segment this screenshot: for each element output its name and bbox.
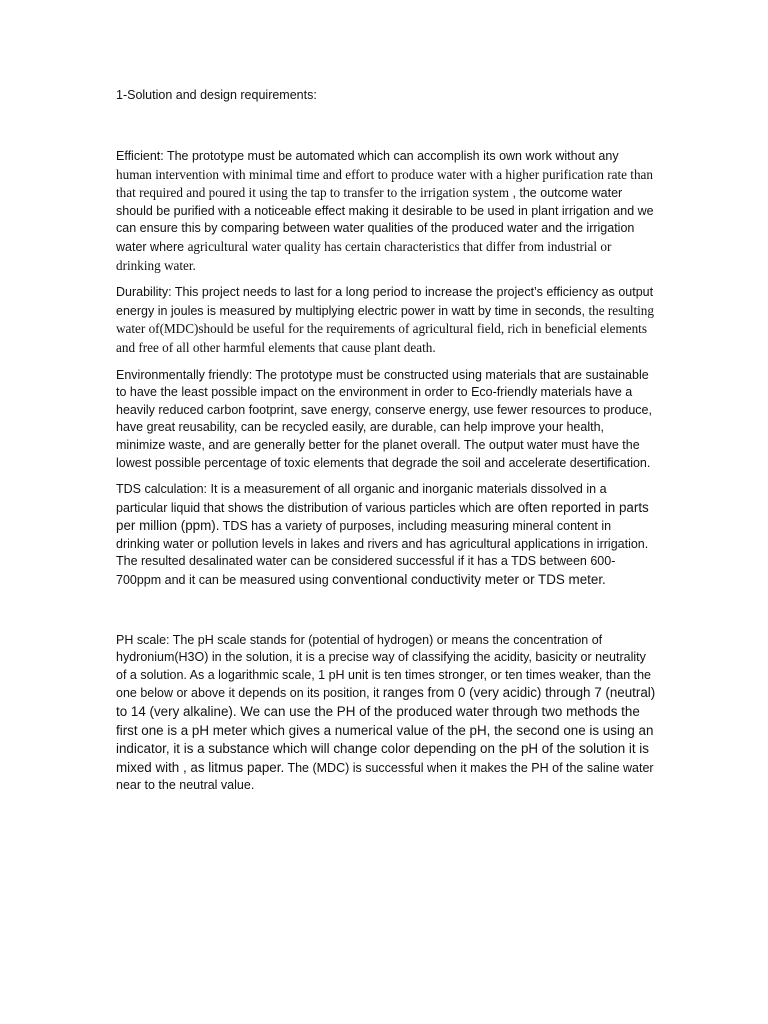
durability-text-1: Durability: This project needs to last for a long period to increase the project’s efficiency as output energy in joules is measured by multiplying electric power in watt by time in seconds, [116,285,654,318]
paragraph-efficient [116,148,656,275]
tds-text-3: TDS has a variety of purposes, including measuring mineral content in drinking water or pollution levels in lakes and rivers and has agricultural applications in irrigation. The resulted desalinated water can be considered successful if it has a TDS between 600-700ppm and it can be measured using [116,519,649,588]
ph-text-1: PH scale: The pH scale stands for (potential of hydrogen) or means the concentration of hydronium(H3O) in the solution, it is a precise way of classifying the acidity, basicity or neutrality of a solution. As a logarithmic scale, 1 pH unit is ten times stronger, or ten times weaker, than the one below or above it depends on its position, it [116,632,651,701]
paragraph-tds [116,481,656,590]
efficient-text-2: human intervention with minimal time and effort to produce water with a higher purification rate than that required and poured it using the tap to transfer to the irrigation system [116,166,653,201]
tds-text-1: TDS calculation: It is a measurement of all organic and inorganic materials dissolved in a particular liquid that shows the distribution of various particles which [116,482,607,515]
section-heading: 1-Solution and design requirements: [116,88,317,102]
efficient-text-1: Efficient: The prototype must be automated which can accomplish its own work without any [116,149,619,163]
paragraph-environment [116,367,656,473]
tds-text-4: conventional conductivity meter or TDS meter. [332,572,606,588]
document-page [116,86,656,804]
efficient-text-3: , the outcome water should be purified with a noticeable effect making it desirable to be used in plant irrigation and we can ensure this by comparing between water qualities of the produced water and the irrigation water where [116,186,654,254]
tds-text-2: are often reported in parts per million (ppm). [116,499,649,534]
ph-text-3: The (MDC) is successful when it makes the PH of the saline water near to the neutral value. [116,760,654,793]
efficient-text-4: agricultural water quality has certain characteristics that differ from industrial or drinking water. [116,238,612,273]
ph-text-2: ranges from 0 (very acidic) through 7 (neutral) to 14 (very alkaline). We can use the PH of the produced water through two methods the first one is a pH meter which gives a numerical value of the pH, the second one is using an indicator, it is a substance which will change color depending on the pH of the solution it is mixed with , as litmus paper. [116,685,656,775]
paragraph-ph [116,632,656,795]
durability-text-2: the resulting water of(MDC)should be useful for the requirements of agricultural field, rich in beneficial elements and free of all other harmful elements that cause plant death. [116,302,654,355]
paragraph-durability [116,284,656,357]
environment-text: Environmentally friendly: The prototype must be constructed using materials that are sustainable to have the least possible impact on the environment in order to Eco-friendly materials have a heavily reduced carbon footprint, save energy, conserve energy, use fewer resources to produce, have great reusability, can be recycled easily, are durable, can help improve your health, minimize waste, and are generally better for the planet overall. The output water must have the lowest possible percentage of toxic elements that degrade the soil and accelerate desertification. [116,367,652,470]
